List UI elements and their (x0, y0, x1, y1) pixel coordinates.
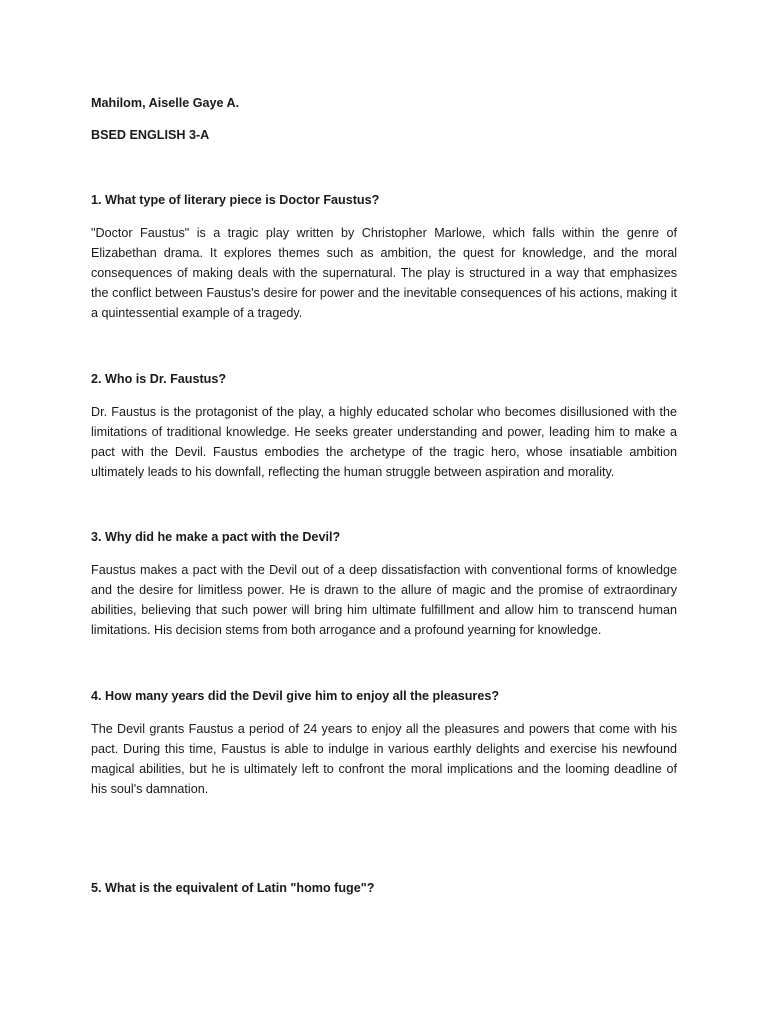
question-4: 4. How many years did the Devil give him to enjoy all the pleasures? (91, 689, 500, 703)
question-3: 3. Why did he make a pact with the Devil? (91, 530, 341, 544)
question-1: 1. What type of literary piece is Doctor Faustus? (91, 193, 380, 207)
answer-2: Dr. Faustus is the protagonist of the play, a highly educated scholar who becomes disillusioned with the limitations of traditional knowledge. He seeks greater understanding and power, leading him to make a pact with the Devil. Faustus embodies the archetype of the tragic hero, whose insatiable ambition ultimately leads to his downfall, reflecting the human struggle between aspiration and morality. (91, 405, 677, 479)
question-5: 5. What is the equivalent of Latin "homo fuge"? (91, 881, 375, 895)
answer-1: "Doctor Faustus" is a tragic play written by Christopher Marlowe, which falls within the genre of Elizabethan drama. It explores themes such as ambition, the quest for knowledge, and the moral consequences of making deals with the supernatural. The play is structured in a way that emphasizes the conflict between Faustus's desire for power and the inevitable consequences of his actions, making it a quintessential example of a tragedy. (91, 226, 677, 320)
student-name: Mahilom, Aiselle Gaye A. (91, 96, 240, 110)
question-2: 2. Who is Dr. Faustus? (91, 372, 227, 386)
answer-3: Faustus makes a pact with the Devil out of a deep dissatisfaction with conventional forms of knowledge and the desire for limitless power. He is drawn to the allure of magic and the promise of extraordinary abilities, believing that such power will bring him ultimate fulfillment and allow him to transcend human limitations. His decision stems from both arrogance and a profound yearning for knowledge. (91, 563, 677, 637)
class-section: BSED ENGLISH 3-A (91, 128, 210, 142)
answer-4: The Devil grants Faustus a period of 24 years to enjoy all the pleasures and powers that come with his pact. During this time, Faustus is able to indulge in various earthly delights and exercise his newfound magical abilities, but he is ultimately left to confront the moral implications and the looming deadline of his soul's damnation. (91, 722, 677, 796)
